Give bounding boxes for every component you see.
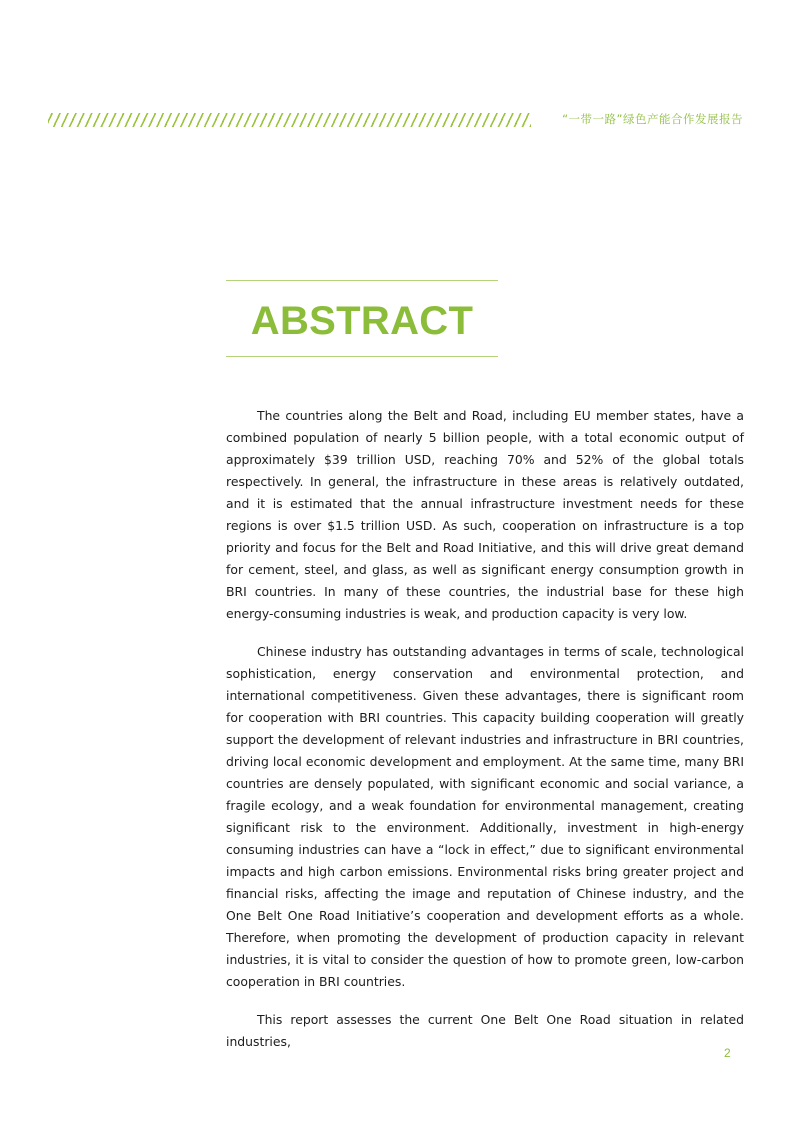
abstract-paragraph-1: The countries along the Belt and Road, including EU member states, have a combined population of nearly 5 billion people, with a total economic output of approximately $39 trillion USD, reaching 70% and 52% of the global totals respectively. In general, the infrastructure in these areas is relatively outdated, and it is estimated that the annual infrastructure investment needs for these regions is over $1.5 trillion USD. As such, cooperation on infrastructure is a top priority and focus for the Belt and Road Initiative, and this will drive great demand for cement, steel, and glass, as well as significant energy consumption growth in BRI countries. In many of these countries, the industrial base for these high energy-consuming industries is weak, and production capacity is very low.	[226, 408, 744, 621]
abstract-paragraph-3: This report assesses the current One Belt One Road situation in related industries,	[226, 1012, 744, 1049]
heading-rule-top	[226, 280, 498, 281]
page-number: 2	[724, 1046, 731, 1060]
report-title: “一带一路”绿色产能合作发展报告	[562, 112, 743, 126]
heading-rule-bottom	[226, 356, 498, 357]
abstract-paragraph-2: Chinese industry has outstanding advantages in terms of scale, technological sophistication, energy conservation and environmental protection, and international competitiveness. Given these advantages, there is significant room for cooperation with BRI countries. This capacity building cooperation will greatly support the development of relevant industries and infrastructure in BRI countries, driving local economic development and employment. At the same time, many BRI countries are densely populated, with significant economic and social variance, a fragile ecology, and a weak foundation for environmental management, creating significant risk to the environment. Additionally, investment in high-energy consuming industries can have a “lock in effect,” due to significant environmental impacts and high carbon emissions. Environmental risks bring greater project and financial risks, affecting the image and reputation of Chinese industry, and the One Belt One Road Initiative’s cooperation and development efforts as a whole. Therefore, when promoting the development of production capacity in relevant industries, it is vital to consider the question of how to promote green, low-carbon cooperation in BRI countries.	[226, 644, 744, 989]
abstract-body	[226, 405, 744, 1053]
header-hatch-decoration	[48, 113, 531, 127]
abstract-heading: ABSTRACT	[250, 299, 474, 343]
